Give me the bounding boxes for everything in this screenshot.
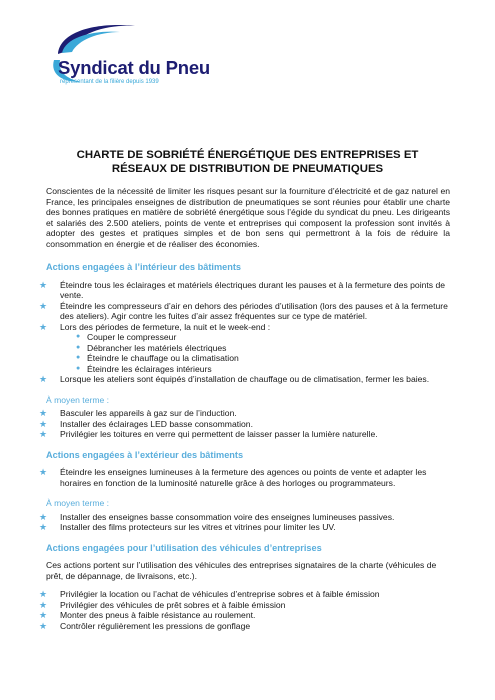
section-heading-vehicles: Actions engagées pour l’utilisation des véhicules d’entreprises: [46, 542, 322, 553]
list-item-text: Privilégier la location ou l’achat de véhicules d’entreprise sobres et à faible émission: [60, 589, 380, 599]
dot-icon: ●: [76, 354, 81, 361]
logo-name: Syndicat du Pneu: [58, 57, 211, 78]
star-icon: ★: [39, 522, 48, 532]
dot-icon: ●: [76, 364, 81, 372]
logo-tagline: représentant de la filière depuis 1939: [60, 79, 159, 85]
list-item: [39, 418, 450, 430]
sub-list-item-text: Éteindre les éclairages intérieurs: [87, 363, 212, 374]
closure-sublist: [60, 332, 450, 374]
star-icon: ★: [39, 589, 48, 599]
star-icon: ★: [39, 620, 48, 631]
list-item: [39, 321, 450, 375]
list-item-text: Installer des enseignes basse consommation voire des enseignes lumineuses passives.: [60, 511, 395, 522]
star-icon: ★: [39, 511, 48, 522]
list-item-text: Basculer les appareils à gaz sur de l’induction.: [60, 408, 237, 418]
list-item-text: Contrôler régulièrement les pressions de gonflage: [60, 620, 251, 631]
star-icon: ★: [39, 374, 48, 384]
list-item-text: Lors des périodes de fermeture, la nuit et le week-end :: [60, 321, 271, 332]
star-icon: ★: [39, 321, 48, 332]
list-item: [39, 589, 450, 600]
list-item-text: Éteindre les enseignes lumineuses à la fermeture des agences ou points de vente et adapter les horaires en fonction de la luminosité naturelle grâce à des horloges ou programmateurs.: [60, 467, 427, 488]
list-item-text: Installer des éclairages LED basse consommation.: [60, 418, 253, 429]
star-icon: ★: [39, 610, 48, 620]
list-item-text: Lorsque les ateliers sont équipés d’installation de chauffage ou de climatisation, fermer les baies.: [60, 374, 430, 384]
list-item: [39, 522, 450, 533]
intro-paragraph: Conscientes de la nécessité de limiter les risques pesant sur la fourniture d’électricité et de gaz naturel en France, les principales enseignes de distribution de pneumatiques se sont réunies pour établir une charte des bonnes pratiques en matière de sobriété énergétique sous l’égide du syndicat du pneu. Les dirigeants et salariés des 2.500 ateliers, points de vente et entreprises qui composent la profession sont invités à adopter des gestes et pratiques simples et de bon sens qui permettront à la fois de réduire la consommation en énergie et de réaliser des économies.: [46, 186, 450, 249]
interior-list: [39, 279, 450, 385]
star-icon: ★: [39, 599, 48, 610]
sub-list-item: [76, 343, 450, 354]
list-item: [39, 620, 450, 632]
page-title: [30, 148, 465, 176]
list-item: [39, 408, 450, 419]
list-item: [39, 610, 450, 621]
exterior-list: [39, 467, 450, 488]
star-icon: ★: [39, 300, 48, 311]
title-line-2: RÉSEAUX DE DISTRIBUTION DE PNEUMATIQUES: [111, 163, 384, 175]
list-item: [39, 429, 450, 440]
list-item: [39, 467, 450, 488]
sub-list-item-text: Débrancher les matériels électriques: [87, 342, 227, 353]
sub-heading-interior-medium-term: À moyen terme :: [46, 394, 110, 405]
interior-medium-list: [39, 408, 450, 440]
sub-list-item-text: Couper le compresseur: [87, 332, 177, 342]
list-item: [39, 599, 450, 611]
star-icon: ★: [39, 467, 48, 477]
sub-list-item: [76, 332, 450, 343]
dot-icon: ●: [76, 343, 81, 351]
list-item: [39, 279, 450, 301]
logo: [40, 20, 220, 90]
list-item-text: Éteindre tous les éclairages et matériels électriques durant les pauses et à la fermeture des points de vente.: [60, 279, 446, 300]
sub-list-item: [76, 353, 450, 364]
title-line-1: CHARTE DE SOBRIÉTÉ ÉNERGÉTIQUE DES ENTREPRISES ET: [76, 149, 419, 161]
star-icon: ★: [39, 279, 48, 290]
list-item: [39, 300, 450, 322]
vehicles-intro: Ces actions portent sur l’utilisation des véhicules des entreprises signataires de la charte (véhicules de prêt, de dépannage, de livraisons, etc.).: [46, 560, 437, 581]
list-item: [39, 374, 450, 385]
sub-list-item: [76, 364, 450, 375]
star-icon: ★: [39, 418, 48, 429]
list-item-text: Monter des pneus à faible résistance au roulement.: [60, 610, 256, 620]
list-item-text: Installer des films protecteurs sur les vitres et vitrines pour limiter les UV.: [60, 522, 336, 532]
list-item-text: Privilégier des véhicules de prêt sobres et à faible émission: [60, 599, 286, 610]
section-heading-interior: Actions engagées à l’intérieur des bâtiments: [46, 262, 242, 272]
star-icon: ★: [39, 429, 48, 439]
sub-heading-exterior-medium-term: À moyen terme :: [46, 498, 110, 508]
dot-icon: ●: [76, 333, 81, 340]
list-item-text: Privilégier les toitures en verre qui permettent de laisser passer la lumière naturelle.: [60, 429, 378, 439]
main-content: [39, 186, 450, 641]
section-heading-exterior: Actions engagées à l’extérieur des bâtiments: [46, 449, 244, 460]
vehicles-list: [39, 589, 450, 631]
list-item-text: Éteindre les compresseurs d’air en dehors des périodes d’utilisation (lors des pauses et à la fermeture des ateliers). Agir contre les fuites d’air assez fréquentes sur ce type de matériel.: [60, 300, 448, 321]
list-item: [39, 511, 450, 523]
sub-list-item-text: Éteindre le chauffage ou la climatisation: [87, 353, 239, 363]
exterior-medium-list: [39, 511, 450, 533]
star-icon: ★: [39, 408, 48, 418]
